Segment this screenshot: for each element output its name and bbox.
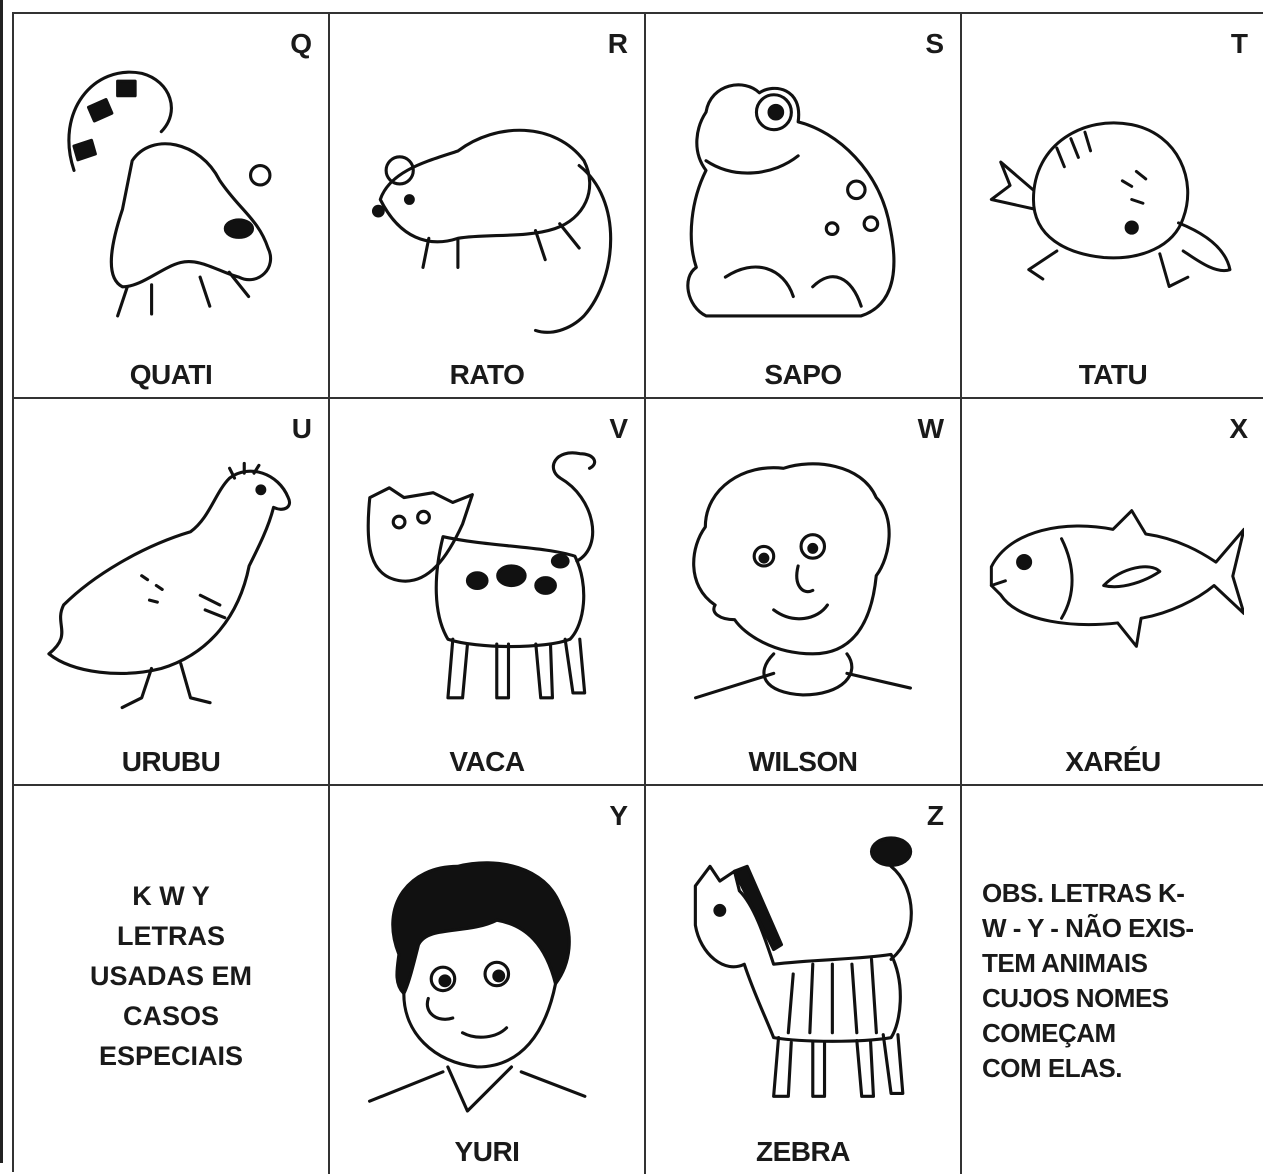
card-y (330, 786, 646, 1174)
card-name: TATU (1078, 359, 1148, 390)
special-letters-note (14, 876, 328, 1076)
note-line: LETRAS (117, 921, 225, 951)
card-name: WILSON (748, 746, 858, 777)
card-letter: X (1229, 413, 1248, 444)
toad-icon (666, 54, 940, 345)
alphabet-card-grid (12, 12, 1263, 1172)
card-name: VACA (449, 746, 525, 777)
card-name: ZEBRA (756, 1136, 850, 1167)
note-line: COM ELAS. (982, 1053, 1122, 1083)
note-line: COMEÇAM (982, 1018, 1116, 1048)
card-name: URUBU (121, 746, 221, 777)
zebra-icon (666, 826, 940, 1122)
card-r (330, 14, 646, 399)
card-x (962, 399, 1263, 786)
card-special-letters (14, 786, 330, 1174)
vulture-icon (34, 439, 308, 732)
note-line: TEM ANIMAIS (982, 948, 1148, 978)
card-letter: S (925, 28, 944, 59)
page-left-border (0, 0, 3, 1163)
boy-curly-hair-icon (666, 439, 940, 732)
armadillo-icon (982, 54, 1244, 345)
card-q (14, 14, 330, 399)
card-letter: W (917, 413, 944, 444)
note-line: W - Y - NÃO EXIS- (982, 913, 1194, 943)
boy-icon (350, 826, 624, 1122)
card-letter: V (609, 413, 628, 444)
card-letter: Q (290, 28, 312, 59)
note-line: USADAS EM (89, 961, 252, 991)
card-t (962, 14, 1263, 399)
fish-icon (982, 439, 1244, 732)
coati-icon (34, 54, 308, 345)
card-z (646, 786, 962, 1174)
note-line: ESPECIAIS (98, 1041, 244, 1071)
note-line: OBS. LETRAS K- (982, 878, 1185, 908)
card-name: QUATI (129, 359, 213, 390)
card-letter: T (1230, 28, 1248, 59)
card-letter: Y (609, 800, 628, 831)
card-name: RATO (449, 359, 525, 390)
card-u (14, 399, 330, 786)
note-line: CUJOS NOMES (982, 983, 1169, 1013)
cow-icon (350, 439, 624, 732)
card-s (646, 14, 962, 399)
card-letter: R (607, 28, 628, 59)
rat-icon (350, 54, 624, 345)
obs-note (982, 876, 1194, 1086)
card-name: XARÉU (1065, 746, 1161, 777)
card-name: YURI (454, 1136, 520, 1167)
card-v (330, 399, 646, 786)
note-line: CASOS (122, 1001, 220, 1031)
card-w (646, 399, 962, 786)
card-letter: U (291, 413, 312, 444)
card-letter: Z (926, 800, 944, 831)
note-line: K W Y (132, 881, 210, 911)
card-obs (962, 786, 1263, 1174)
card-name: SAPO (764, 359, 842, 390)
